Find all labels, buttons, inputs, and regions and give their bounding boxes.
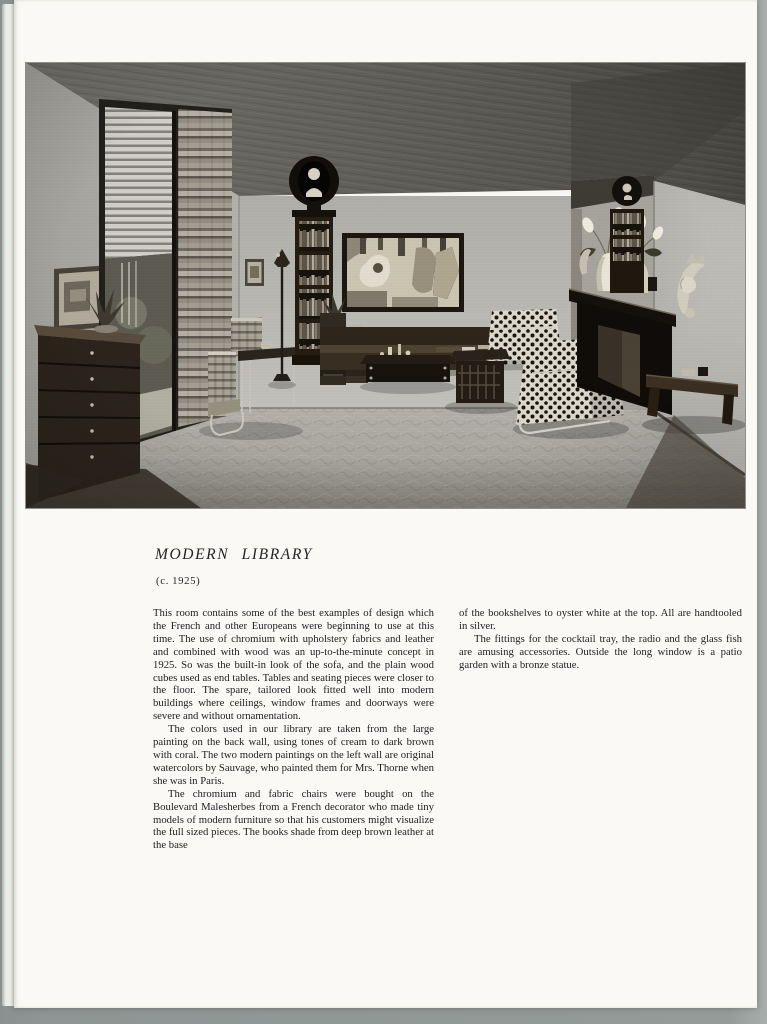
room-photograph [26, 63, 745, 508]
title-block [155, 546, 313, 587]
page-date: (c. 1925) [156, 575, 201, 587]
right-column [459, 607, 742, 852]
left-column [153, 607, 434, 852]
vignette [26, 63, 745, 508]
paragraph: This room contains some of the best examples of design which the French and other Europeans were beginning to use at this time. The use of chromium with upholstery fabrics and leather and combined with wood was an up-to-the-minute concept in 1925. So was the built-in look of the sofa, and the plain wood cubes used as end tables. Tables and seating pieces were closer to the floor. The spare, tailored look fitted well into modern buildings where ceilings, window frames and doorways were severe and without ornamentation. [153, 607, 434, 723]
page-title: MODERN LIBRARY [155, 546, 313, 563]
book-page [14, 0, 757, 1008]
paragraph: of the bookshelves to oyster white at the top. All are handtooled in silver. [459, 607, 742, 632]
paragraph: The colors used in our library are taken from the large painting on the back wall, using tones of cream to dark brown with coral. The two modern paintings on the left wall are original watercolors by Sauvage, who painted them for Mrs. Thorne when she was in Paris. [153, 723, 434, 787]
modern-library-room-illustration [26, 63, 745, 508]
book-page-edges [2, 4, 14, 1006]
body-text [153, 607, 742, 852]
paragraph: The chromium and fabric chairs were bought on the Boulevard Malesherbes from a French decorator who made tiny models of modern furniture so that his customers might visualize the full sized pieces. The books shade from deep brown leather at the base [153, 787, 434, 852]
paragraph: The fittings for the cocktail tray, the radio and the glass fish are amusing accessories. Outside the long window is a patio garden with a bronze statue. [459, 632, 742, 671]
